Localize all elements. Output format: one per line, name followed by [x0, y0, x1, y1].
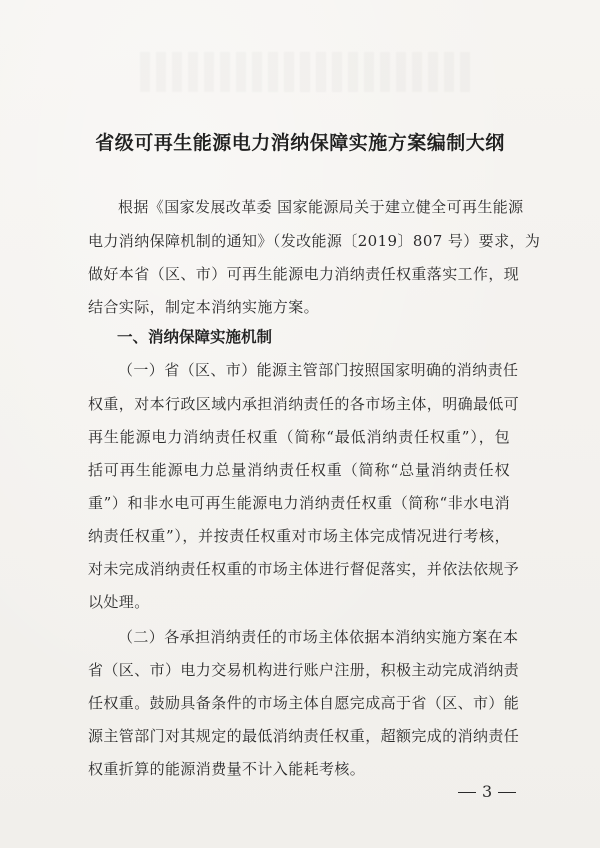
page-number-value: 3 — [482, 782, 493, 801]
intro-line-4: 结合实际，制定本消纳实施方案。 — [88, 298, 320, 316]
para2-line-1: （二）各承担消纳责任的市场主体依据本消纳实施方案在本 — [118, 628, 519, 646]
show-through-artifact — [140, 52, 470, 92]
para1-line-8: 以处理。 — [88, 593, 150, 611]
section-heading: 一、消纳保障实施机制 — [117, 328, 273, 346]
para1-line-1: （一）省（区、市）能源主管部门按照国家明确的消纳责任 — [118, 361, 519, 379]
para1-line-6: 纳责任权重”），并按责任权重对市场主体完成情况进行考核， — [88, 527, 510, 545]
intro-line-1: 根据《国家发展改革委 国家能源局关于建立健全可再生能源 — [118, 198, 524, 216]
para2-line-5: 权重折算的能源消费量不计入能耗考核。 — [88, 760, 366, 778]
para1-line-7: 对未完成消纳责任权重的市场主体进行督促落实，并依法依规予 — [88, 560, 520, 578]
para1-line-2: 权重，对本行政区域内承担消纳责任的各市场主体，明确最低可 — [88, 395, 520, 413]
para1-line-3: 再生能源电力消纳责任权重（简称“最低消纳责任权重”），包 — [88, 428, 510, 446]
intro-line-3: 做好本省（区、市）可再生能源电力消纳责任权重落实工作，现 — [88, 265, 520, 283]
intro-line-2: 电力消纳保障机制的通知》（发改能源〔2019〕807 号）要求，为 — [88, 232, 541, 250]
para1-line-5: 重”）和非水电可再生能源电力消纳责任权重（简称“非水电消 — [88, 494, 510, 512]
document-title: 省级可再生能源电力消纳保障实施方案编制大纲 — [95, 132, 505, 154]
para2-line-2: 省（区、市）电力交易机构进行账户注册，积极主动完成消纳责 — [88, 661, 520, 679]
para2-line-3: 任权重。鼓励具备条件的市场主体自愿完成高于省（区、市）能 — [88, 694, 520, 712]
page-number — [452, 782, 522, 801]
para2-line-4: 源主管部门对其规定的最低消纳责任权重，超额完成的消纳责任 — [88, 727, 520, 745]
dash-left — [458, 792, 476, 793]
dash-right — [498, 792, 516, 793]
para1-line-4: 括可再生能源电力总量消纳责任权重（简称“总量消纳责任权 — [88, 461, 510, 479]
